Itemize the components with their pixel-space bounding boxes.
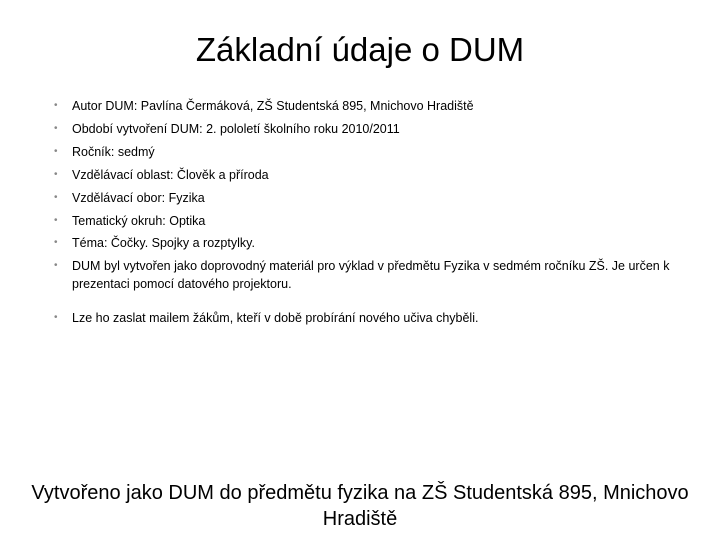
list-item-topic-area (54, 210, 694, 233)
list-item-grade (54, 141, 694, 164)
list-item-text: Autor DUM: Pavlína Čermáková, ZŠ Studentská 895, Mnichovo Hradiště (72, 99, 474, 113)
bullet-icon: • (54, 191, 58, 203)
list-item-area (54, 164, 694, 187)
bullet-icon: • (54, 168, 58, 180)
list-item-text: Vzdělávací obor: Fyzika (72, 190, 205, 205)
bullet-icon: • (54, 145, 58, 157)
info-bullet-list (54, 95, 694, 330)
list-item-text: Tematický okruh: Optika (72, 213, 206, 228)
list-item-author (54, 95, 694, 118)
bullet-icon: • (54, 214, 58, 226)
list-item-subject (54, 187, 694, 210)
bullet-icon: • (54, 122, 58, 134)
list-item-text: Období vytvoření DUM: 2. pololetí školního roku 2010/2011 (72, 121, 400, 136)
bullet-icon: • (54, 237, 58, 249)
list-item-text: Vzdělávací oblast: Člověk a příroda (72, 167, 269, 182)
bullet-icon: • (54, 100, 58, 111)
list-item-text: Ročník: sedmý (72, 144, 155, 159)
list-item-purpose (54, 257, 694, 293)
bullet-icon: • (54, 260, 58, 272)
list-item-text: DUM byl vytvořen jako doprovodný materiál pro výklad v předmětu Fyzika v sedmém ročníku ZŠ. Je určen k prezentaci pomocí datového projektoru. (72, 259, 670, 292)
list-item-text: Lze ho zaslat mailem žákům, kteří v době probírání nového učiva chyběli. (72, 311, 479, 326)
list-item-text: Téma: Čočky. Spojky a rozptylky. (72, 236, 255, 251)
list-item-period (54, 118, 694, 141)
list-item-usage (54, 307, 694, 330)
bullet-icon: • (54, 312, 58, 324)
list-item-theme (54, 232, 694, 255)
footer-text: Vytvořeno jako DUM do předmětu fyzika na ZŠ Studentská 895, Mnichovo Hradiště (31, 482, 689, 530)
slide-title: Základní údaje o DUM (195, 31, 525, 68)
